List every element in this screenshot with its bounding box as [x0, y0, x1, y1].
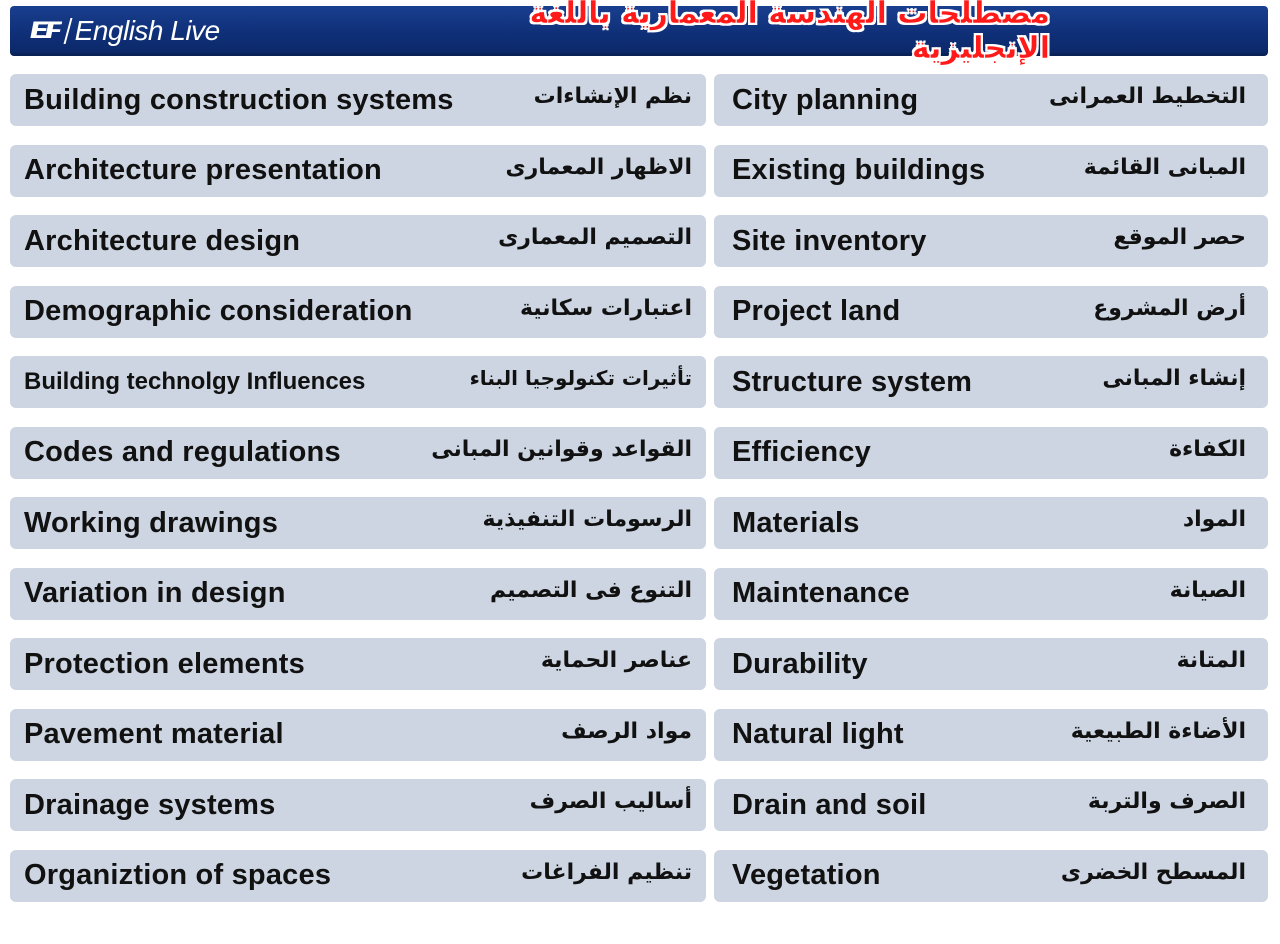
term-cell	[10, 497, 706, 549]
term-cell	[10, 427, 706, 479]
term-arabic: المتانة	[1176, 648, 1246, 673]
term-english: Maintenance	[732, 577, 910, 609]
term-english: Variation in design	[24, 577, 286, 609]
ef-logo-icon: EF	[30, 17, 59, 44]
brand	[30, 12, 220, 50]
term-english: Existing buildings	[732, 154, 986, 186]
term-english: Building construction systems	[24, 83, 454, 116]
term-cell	[714, 709, 1268, 761]
term-english: Organiztion of spaces	[24, 859, 332, 891]
brand-separator	[63, 18, 72, 44]
term-cell	[714, 638, 1268, 690]
term-arabic: التصميم المعمارى	[498, 225, 692, 250]
header-bar	[10, 0, 1268, 66]
brand-name: English Live	[74, 15, 220, 46]
term-cell	[714, 779, 1268, 831]
term-arabic: التنوع فى التصميم	[489, 577, 692, 603]
term-arabic: عناصر الحماية	[540, 648, 692, 673]
term-arabic: التخطيط العمرانى	[1049, 84, 1246, 109]
term-english: Efficiency	[732, 436, 871, 468]
term-arabic: الأضاءة الطبيعية	[1070, 718, 1246, 744]
term-arabic: القواعد وقوانين المبانى	[431, 436, 692, 462]
term-cell	[10, 215, 706, 267]
term-cell	[714, 145, 1268, 197]
term-arabic: تأثيرات تكنولوجيا البناء	[469, 366, 692, 390]
term-cell	[714, 356, 1268, 408]
term-cell	[714, 497, 1268, 549]
term-english: Working drawings	[24, 506, 279, 539]
term-cell	[714, 427, 1268, 479]
term-english: Site inventory	[732, 224, 927, 257]
term-english: City planning	[732, 83, 919, 116]
term-english: Drainage systems	[24, 788, 276, 821]
term-english: Materials	[732, 506, 860, 539]
term-arabic: الصرف والتربة	[1087, 789, 1246, 814]
term-cell	[714, 568, 1268, 620]
term-arabic: الرسومات التنفيذية	[482, 507, 692, 532]
term-cell	[10, 568, 706, 620]
page-title: مصطلحات الهندسة المعمارية باللغة الإنجليزية	[529, 0, 1050, 66]
terms-grid	[10, 74, 1268, 902]
term-english: Protection elements	[24, 647, 305, 680]
term-cell	[10, 779, 706, 831]
term-arabic: أساليب الصرف	[529, 789, 692, 814]
term-arabic: إنشاء المبانى	[1102, 366, 1246, 391]
term-english: Architecture presentation	[24, 154, 382, 186]
term-cell	[10, 286, 706, 338]
term-cell	[10, 850, 706, 902]
term-arabic: مواد الرصف	[561, 718, 692, 744]
term-arabic: الصيانة	[1169, 577, 1246, 603]
term-cell	[714, 850, 1268, 902]
term-cell	[10, 74, 706, 126]
term-english: Vegetation	[732, 859, 881, 891]
term-arabic: الاظهار المعمارى	[505, 154, 692, 180]
term-cell	[10, 356, 706, 408]
term-english: Demographic consideration	[24, 295, 413, 327]
term-english: Natural light	[732, 718, 904, 750]
term-english: Building technolgy Influences	[24, 368, 366, 395]
term-english: Architecture design	[24, 224, 301, 257]
term-cell	[714, 286, 1268, 338]
term-english: Codes and regulations	[24, 436, 341, 468]
term-arabic: تنظيم الفراغات	[521, 859, 692, 885]
term-cell	[10, 638, 706, 690]
term-cell	[10, 709, 706, 761]
term-arabic: نظم الإنشاءات	[533, 84, 692, 109]
term-cell	[10, 145, 706, 197]
term-arabic: أرض المشروع	[1093, 295, 1246, 321]
term-arabic: المبانى القائمة	[1083, 154, 1246, 180]
term-cell	[714, 215, 1268, 267]
term-arabic: اعتبارات سكانية	[519, 295, 692, 321]
term-english: Durability	[732, 647, 868, 680]
term-arabic: المسطح الخضرى	[1060, 859, 1246, 885]
term-cell	[714, 74, 1268, 126]
term-english: Project land	[732, 295, 901, 327]
term-english: Pavement material	[24, 718, 284, 750]
term-arabic: حصر الموقع	[1113, 225, 1246, 250]
term-english: Structure system	[732, 365, 973, 398]
term-arabic: الكفاءة	[1169, 436, 1246, 462]
term-arabic: المواد	[1182, 507, 1246, 532]
term-english: Drain and soil	[732, 788, 927, 821]
